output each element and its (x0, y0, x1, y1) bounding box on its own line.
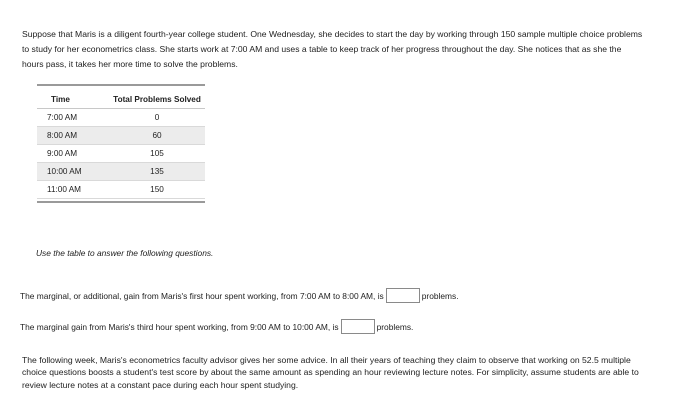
instructions-text: Use the table to answer the following questions. (36, 248, 214, 258)
problems-table (37, 84, 205, 203)
total-cell: 150 (109, 181, 205, 199)
column-header-total: Total Problems Solved (109, 86, 205, 109)
table-row (37, 181, 205, 199)
advisor-paragraph: The following week, Maris's econometrics faculty advisor gives her some advice. In all their years of teaching they claim to observe that working on 52.5 multiple choice questions boosts a student's test score by about the same amount as spending an hour reviewing lecture notes. For simplicity, assume students are able to review lecture notes at a constant pace during each hour spent studying. (22, 354, 639, 390)
total-cell: 60 (109, 127, 205, 145)
total-cell: 105 (109, 145, 205, 163)
progress-table (37, 86, 205, 199)
table-header-row (37, 86, 205, 109)
table-row (37, 145, 205, 163)
third-hour-unit-label: problems. (376, 321, 414, 332)
total-cell: 0 (109, 109, 205, 127)
table-row (37, 109, 205, 127)
time-cell: 10:00 AM (37, 163, 109, 181)
third-hour-answer-input[interactable] (341, 319, 375, 334)
first-hour-unit-label: problems. (421, 290, 459, 301)
total-cell: 135 (109, 163, 205, 181)
table-row (37, 163, 205, 181)
time-cell: 11:00 AM (37, 181, 109, 199)
table-row (37, 127, 205, 145)
intro-paragraph: Suppose that Maris is a diligent fourth-year college student. One Wednesday, she decides to start the day by working through 150 sample multiple choice problems to study for her econometrics class. She starts work at 7:00 AM and uses a table to keep track of her progress throughout the day. She notices that as she the hours pass, it takes her more time to solve the problems. (22, 28, 643, 69)
question-first-hour-text: The marginal, or additional, gain from Maris's first hour spent working, from 7:00 AM to 8:00 AM, is (20, 290, 384, 301)
column-header-time: Time (37, 86, 109, 109)
question-third-hour (20, 319, 413, 334)
question-third-hour-text: The marginal gain from Maris's third hour spent working, from 9:00 AM to 10:00 AM, is (20, 321, 339, 332)
time-cell: 9:00 AM (37, 145, 109, 163)
table-bottom-rule (37, 201, 205, 203)
question-first-hour (20, 288, 459, 303)
time-cell: 7:00 AM (37, 109, 109, 127)
first-hour-answer-input[interactable] (386, 288, 420, 303)
time-cell: 8:00 AM (37, 127, 109, 145)
